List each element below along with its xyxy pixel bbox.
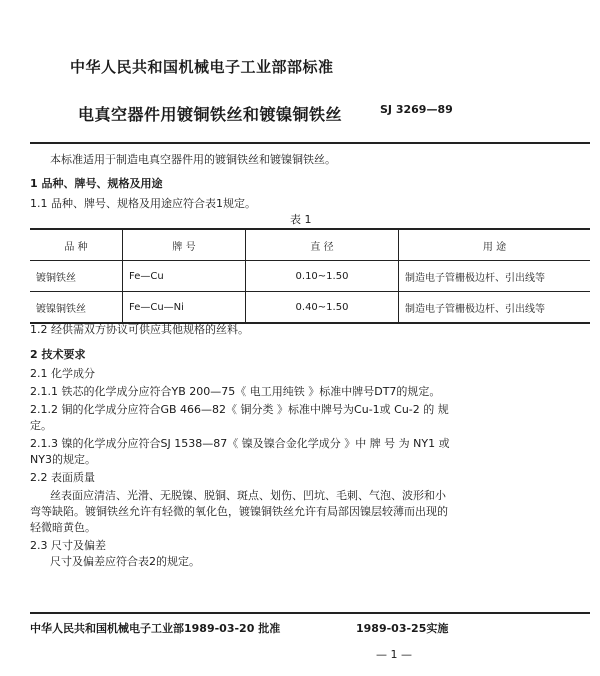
table-header-row [30, 229, 590, 261]
clause-2-1-3-line1: 2.1.3 镍的化学成分应符合SJ 1538—87《 镍及镍合金化学成分 》中 牌 号 为 NY1 或 [30, 437, 450, 450]
document-code: SJ 3269—89 [380, 103, 453, 116]
section-2-heading: 2 技术要求 [30, 348, 86, 361]
clause-2-3-line1: 尺寸及偏差应符合表2的规定。 [50, 555, 200, 568]
clause-1-1: 1.1 品种、牌号、规格及用途应符合表1规定。 [30, 197, 256, 210]
clause-1-2: 1.2 经供需双方协议可供应其他规格的丝料。 [30, 323, 249, 336]
cell-diameter: 0.10~1.50 [246, 261, 399, 292]
clause-2-1-2-line1: 2.1.2 铜的化学成分应符合GB 466—82《 铜分类 》标准中牌号为Cu-1或 Cu-2 的 规 [30, 403, 449, 416]
cell-diameter: 0.40~1.50 [246, 292, 399, 324]
clause-2-1-3-line2: NY3的规定。 [30, 453, 96, 466]
page-number: — 1 — [376, 648, 412, 661]
clause-2-3: 2.3 尺寸及偏差 [30, 539, 106, 552]
table-row [30, 292, 590, 324]
header-rule [30, 142, 590, 144]
header-usage: 用 途 [482, 241, 507, 253]
publisher-title: 中华人民共和国机械电子工业部部标准 [70, 58, 334, 76]
section-1-heading: 1 品种、牌号、规格及用途 [30, 177, 163, 190]
spec-table [30, 228, 590, 324]
header-diameter: 直 径 [246, 229, 399, 261]
clause-2-2: 2.2 表面质量 [30, 471, 95, 484]
cell-variety: 镀镍铜铁丝 [30, 292, 123, 324]
header-grade: 牌 号 [123, 229, 246, 261]
clause-2-2-line3: 轻微暗黄色。 [30, 521, 96, 534]
intro-paragraph: 本标准适用于制造电真空器件用的镀铜铁丝和镀镍铜铁丝。 [50, 153, 336, 166]
cell-grade: Fe—Cu—Ni [123, 292, 246, 324]
clause-2-1-1: 2.1.1 铁芯的化学成分应符合YB 200—75《 电工用纯铁 》标准中牌号DT7的规定。 [30, 385, 441, 398]
approval-date: 中华人民共和国机械电子工业部1989-03-20 批准 [30, 622, 281, 635]
table-row [30, 261, 590, 292]
clause-2-2-line2: 弯等缺陷。镀铜铁丝允许有轻微的氧化色，镀镍铜铁丝允许有局部因镍层较薄而出现的 [30, 505, 448, 518]
clause-2-1: 2.1 化学成分 [30, 367, 95, 380]
footer-rule [30, 612, 590, 614]
clause-2-1-2-line2: 定。 [30, 419, 52, 432]
cell-variety: 镀铜铁丝 [30, 261, 123, 292]
cell-usage: 制造电子管栅极边杆、引出线等 [405, 303, 545, 315]
document-title: 电真空器件用镀铜铁丝和镀镍铜铁丝 [78, 105, 343, 124]
table-caption: 表 1 [290, 213, 312, 226]
cell-usage: 制造电子管栅极边杆、引出线等 [405, 272, 545, 284]
header-variety: 品 种 [30, 229, 123, 261]
effective-date: 1989-03-25实施 [356, 622, 449, 635]
clause-2-2-line1: 丝表面应清洁、光滑、无脱镍、脱铜、斑点、划伤、凹坑、毛刺、气泡、波形和小 [50, 489, 446, 502]
cell-grade: Fe—Cu [123, 261, 246, 292]
